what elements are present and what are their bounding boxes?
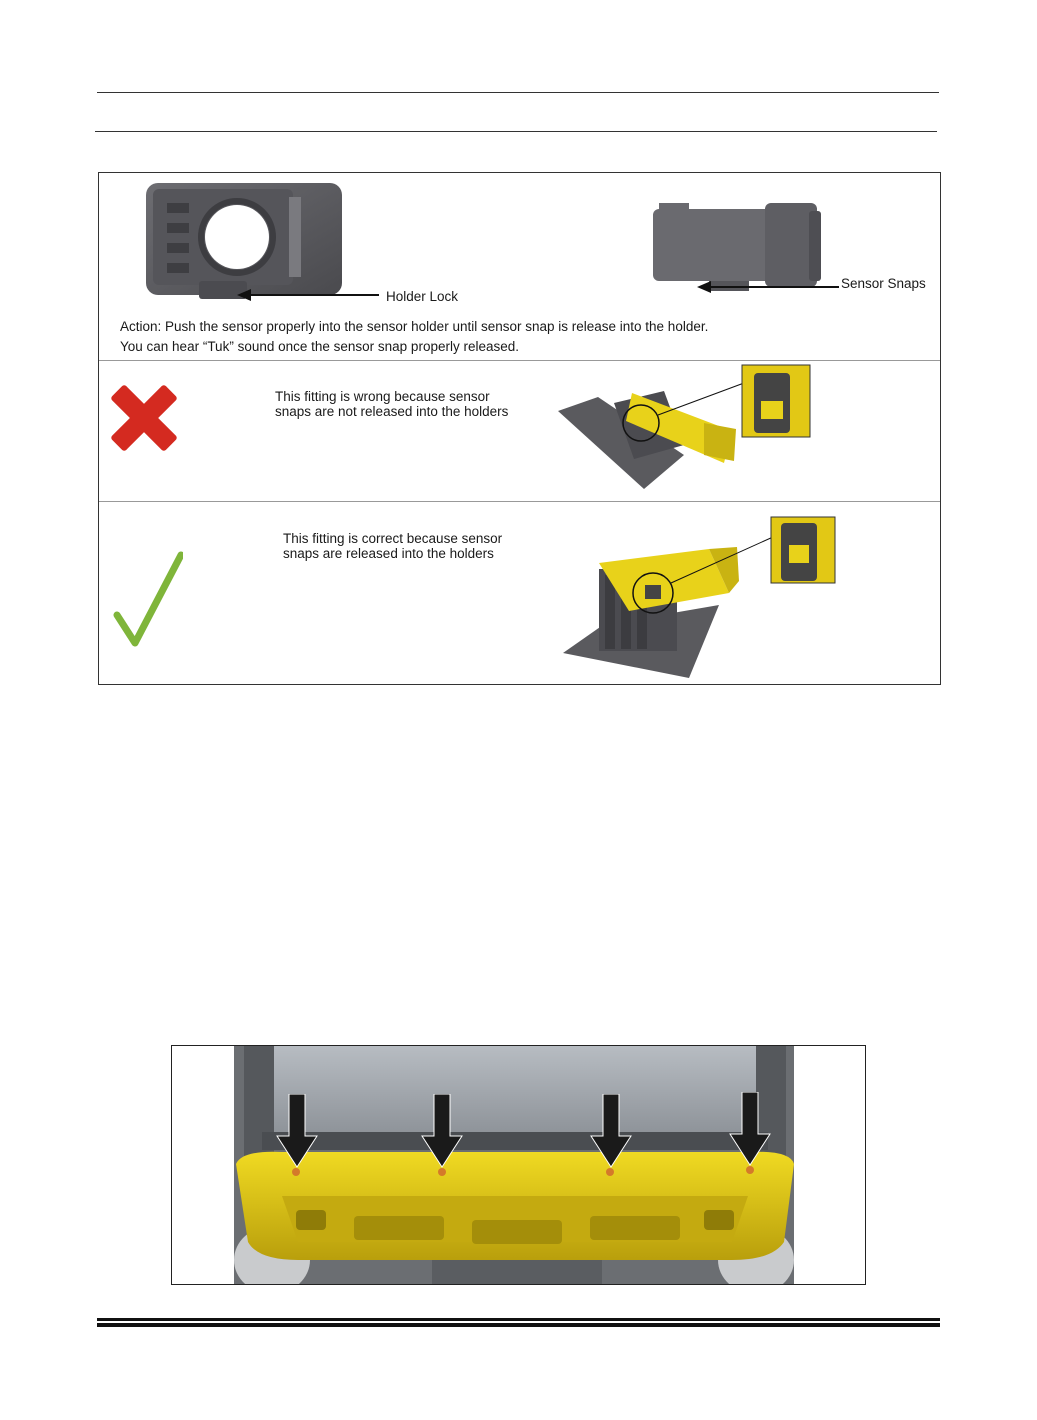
holder-lock-label: Holder Lock — [386, 289, 459, 304]
correct-fitting-illustration — [559, 513, 839, 683]
action-text-line-2: You can hear “Tuk” sound once the sensor snap properly released. — [120, 339, 519, 354]
wrong-text-line-1: This fitting is wrong because sensor — [275, 389, 490, 404]
sensor-snaps-label: Sensor Snaps — [841, 276, 926, 291]
sensor-holder-illustration — [139, 179, 499, 304]
check-mark-icon — [113, 551, 183, 651]
down-arrow-icon — [729, 1092, 771, 1166]
correct-text-line-1: This fitting is correct because sensor — [283, 531, 503, 546]
row-separator — [99, 501, 940, 502]
sensor-fitting-figure — [98, 172, 941, 685]
cross-mark-icon — [107, 378, 181, 458]
down-arrow-icon — [590, 1094, 632, 1168]
wrong-fitting-illustration — [554, 363, 824, 493]
wrong-text-line-2: snaps are not released into the holders — [275, 404, 509, 419]
down-arrow-icon — [276, 1094, 318, 1168]
action-text-line-1: Action: Push the sensor properly into the sensor holder until sensor snap is release into the holder. — [120, 319, 709, 334]
header-rule-bottom — [95, 131, 937, 132]
row-separator — [99, 360, 940, 361]
footer-rule — [97, 1323, 940, 1327]
down-arrow-icon — [421, 1094, 463, 1168]
bumper-sensor-positions-figure — [171, 1045, 866, 1285]
sensor-illustration — [649, 197, 849, 297]
header-rule-top — [97, 92, 939, 93]
footer-rule — [97, 1318, 940, 1321]
correct-text-line-2: snaps are released into the holders — [283, 546, 494, 561]
